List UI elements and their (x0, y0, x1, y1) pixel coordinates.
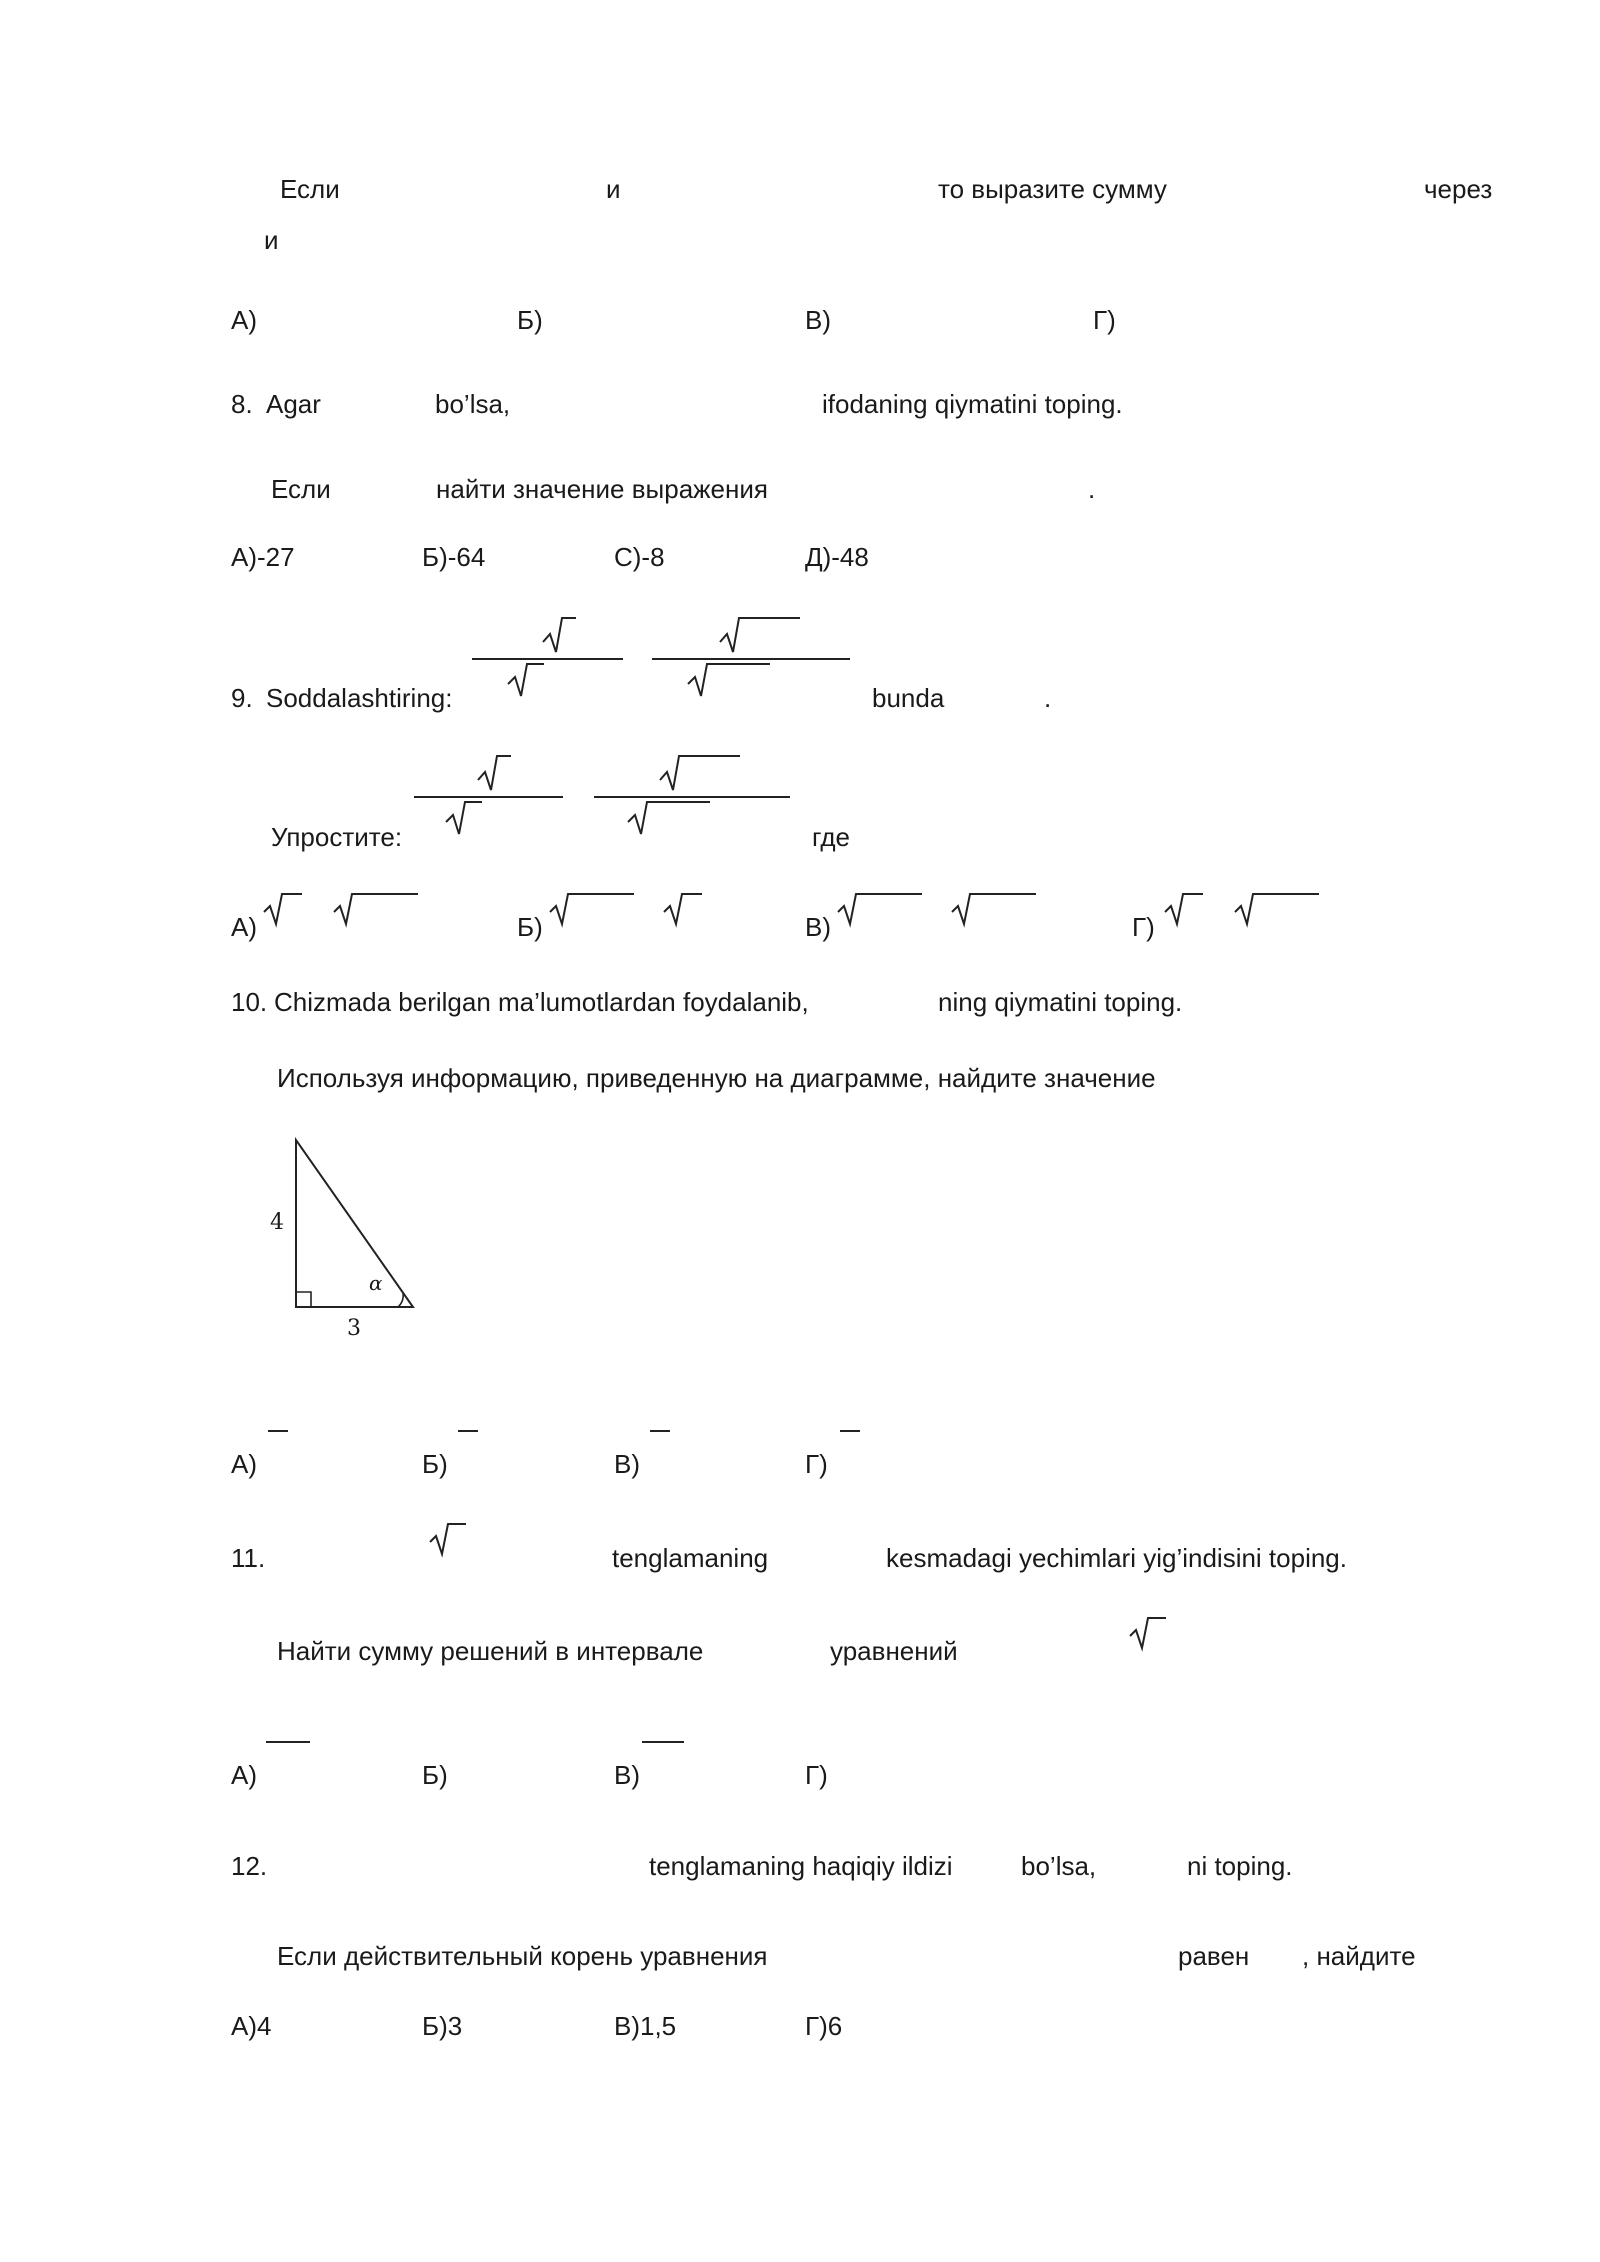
q12-option-g: Г)6 (805, 2011, 843, 2041)
q9-option-a-radicals (262, 890, 432, 934)
q12-uz-real-root: tenglamaning haqiqiy ildizi (649, 1851, 953, 1881)
q9-option-b: Б) (517, 912, 543, 942)
q8-uz-find-value: ifodaning qiymatini toping. (822, 389, 1123, 419)
q8-ru-find-value: найти значение выражения (436, 474, 768, 504)
q11-option-v: В) (614, 1760, 640, 1790)
q11-ru-radical (1128, 1612, 1168, 1656)
q12-number: 12. (231, 1851, 268, 1881)
q8-option-c: С)-8 (614, 542, 665, 572)
q9-uz-fraction-2 (650, 612, 860, 702)
q11-ru-equations: уравнений (830, 1636, 958, 1666)
q11-option-fraction-bars (266, 1739, 686, 1745)
q10-option-b: Б) (422, 1449, 448, 1479)
q11-uz-radical (428, 1518, 468, 1562)
q12-ru-equals: равен (1178, 1941, 1250, 1971)
q10-uz-find-value: ning qiymatini toping. (938, 987, 1183, 1017)
q11-number: 11. (231, 1543, 266, 1573)
q10-side-horizontal-label: 3 (347, 1316, 361, 1341)
q7-option-g: Г) (1093, 305, 1116, 335)
q7-ru-and: и (606, 174, 621, 204)
q7-ru-and-2: и (264, 225, 279, 255)
q8-uz-bolsa: bo’lsa, (435, 389, 511, 419)
q9-ru-simplify: Упростите: (271, 822, 403, 852)
q9-ru-where: где (812, 822, 850, 852)
q8-uz-agar: Agar (266, 389, 321, 419)
q9-ru-fraction-2 (592, 750, 802, 840)
q8-option-a: А)-27 (231, 542, 295, 572)
q7-option-a: А) (231, 305, 257, 335)
q9-option-v: В) (805, 912, 831, 942)
q11-uz-equation: tenglamaning (612, 1543, 769, 1573)
q10-option-a: А) (231, 1449, 257, 1479)
q8-number: 8. (231, 389, 253, 419)
q11-uz-find-sum: kesmadagi yechimlari yig’indisini toping. (886, 1543, 1347, 1573)
q10-uz-using-data: Chizmada berilgan ma’lumotlardan foydalanib, (274, 987, 809, 1017)
q10-ru-using-info: Используя информацию, приведенную на диаграмме, найдите значение (277, 1063, 1156, 1093)
q9-option-g-radicals (1163, 890, 1333, 934)
q10-triangle-figure (260, 1120, 430, 1350)
q9-option-v-radicals (836, 890, 1046, 934)
right-triangle-icon (260, 1120, 430, 1350)
q7-option-v: В) (805, 305, 831, 335)
q9-option-b-radicals (548, 890, 718, 934)
q10-option-g: Г) (805, 1449, 828, 1479)
q11-ru-find-sum: Найти сумму решений в интервале (277, 1636, 704, 1666)
q11-option-a: А) (231, 1760, 257, 1790)
q8-option-d: Д)-48 (805, 542, 869, 572)
q8-ru-if: Если (271, 474, 331, 504)
q7-ru-if: Если (280, 174, 340, 204)
q10-option-fraction-bars (268, 1428, 868, 1434)
q7-ru-express-sum: то выразите сумму (938, 174, 1167, 204)
q9-uz-period: . (1044, 683, 1052, 713)
q12-ru-find: , найдите (1302, 1941, 1416, 1971)
q12-uz-bolsa: bo’lsa, (1021, 1851, 1097, 1881)
q12-option-a: А)4 (231, 2011, 272, 2041)
q11-option-b: Б) (422, 1760, 448, 1790)
q9-option-g: Г) (1132, 912, 1155, 942)
q9-uz-simplify: Soddalashtiring: (266, 683, 453, 713)
q10-side-vertical-label: 4 (270, 1210, 284, 1235)
q8-option-b: Б)-64 (422, 542, 486, 572)
q11-option-g: Г) (805, 1760, 828, 1790)
q10-angle-label: α (369, 1271, 383, 1295)
q7-ru-through: через (1424, 174, 1493, 204)
q9-number: 9. (231, 683, 253, 713)
q9-option-a: А) (231, 912, 257, 942)
q12-uz-find: ni toping. (1187, 1851, 1293, 1881)
q12-option-v: В)1,5 (614, 2011, 677, 2041)
q9-uz-fraction-1 (470, 612, 630, 702)
q10-number: 10. (231, 987, 268, 1017)
q8-ru-period: . (1088, 474, 1096, 504)
q10-option-v: В) (614, 1449, 640, 1479)
q12-ru-if-root: Если действительный корень уравнения (277, 1941, 768, 1971)
q9-uz-bunda: bunda (872, 683, 945, 713)
q9-ru-fraction-1 (412, 750, 572, 840)
q7-option-b: Б) (517, 305, 543, 335)
q12-option-b: Б)3 (422, 2011, 463, 2041)
